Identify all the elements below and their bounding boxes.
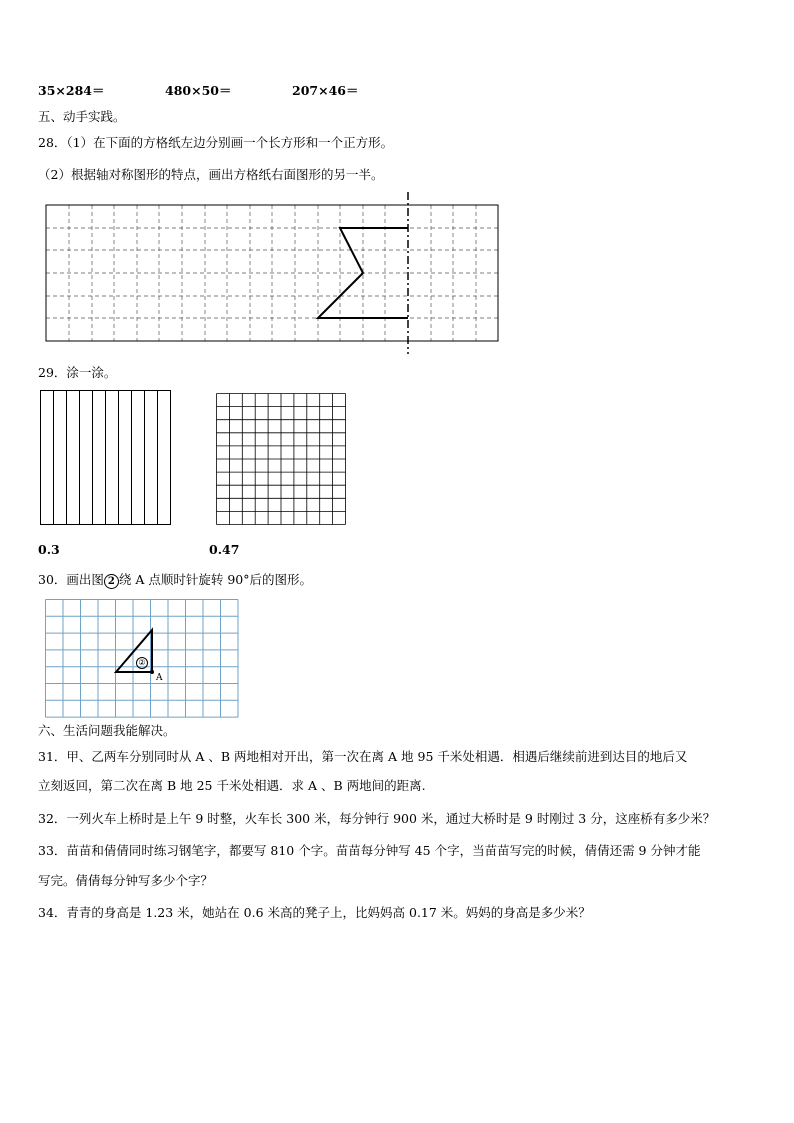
calc-item-1: 35×284＝ (38, 83, 105, 98)
q34-line1: 34．青青的身高是 1.23 米，她站在 0.6 米高的凳子上，比妈妈高 0.17 米。妈妈的身高是多少米？ (38, 905, 591, 920)
q33-line2: 写完。倩倩每分钟写多少个字？ (38, 873, 214, 888)
q28-part2: （2）根据轴对称图形的特点，画出方格纸右面图形的另一半。 (38, 167, 384, 182)
section-5-title: 五、动手实践。 (38, 109, 126, 124)
q30-title-post: 绕 A 点顺时针旋转 90°后的图形。 (118, 572, 313, 587)
section-6-title: 六、生活问题我能解决。 (38, 723, 176, 738)
q30-circled-number: 2 (104, 574, 119, 589)
calc-item-3: 207×46＝ (292, 83, 359, 98)
q29-label-left: 0.3 (38, 542, 60, 557)
point-a-dot (150, 670, 154, 674)
triangle-label: ② (136, 657, 148, 669)
q31-line1: 31．甲、乙两车分别同时从 A 、B 两地相对开出，第一次在离 A 地 95 千米处相遇．相遇后继续前进到达目的地后又 (38, 749, 688, 764)
point-a-label: A (156, 673, 163, 683)
q29-title: 29．涂一涂。 (38, 365, 117, 380)
q33-line1: 33．苗苗和倩倩同时练习钢笔字，都要写 810 个字。苗苗每分钟写 45 个字，当苗苗写完的时候，倩倩还需 9 分钟才能 (38, 843, 701, 858)
q31-line2: 立刻返回，第二次在离 B 地 25 千米处相遇．求 A 、B 两地间的距离. (38, 778, 426, 793)
calc-item-2: 480×50＝ (165, 83, 232, 98)
q28-part1: 28．（1）在下面的方格纸左边分别画一个长方形和一个正方形。 (38, 135, 394, 150)
q29-label-right: 0.47 (209, 542, 240, 557)
q32-line1: 32．一列火车上桥时是上午 9 时整，火车长 300 米，每分钟行 900 米，通过大桥时是 9 时刚过 3 分，这座桥有多少米？ (38, 811, 716, 826)
q30-title-pre: 30．画出图 (38, 572, 104, 587)
